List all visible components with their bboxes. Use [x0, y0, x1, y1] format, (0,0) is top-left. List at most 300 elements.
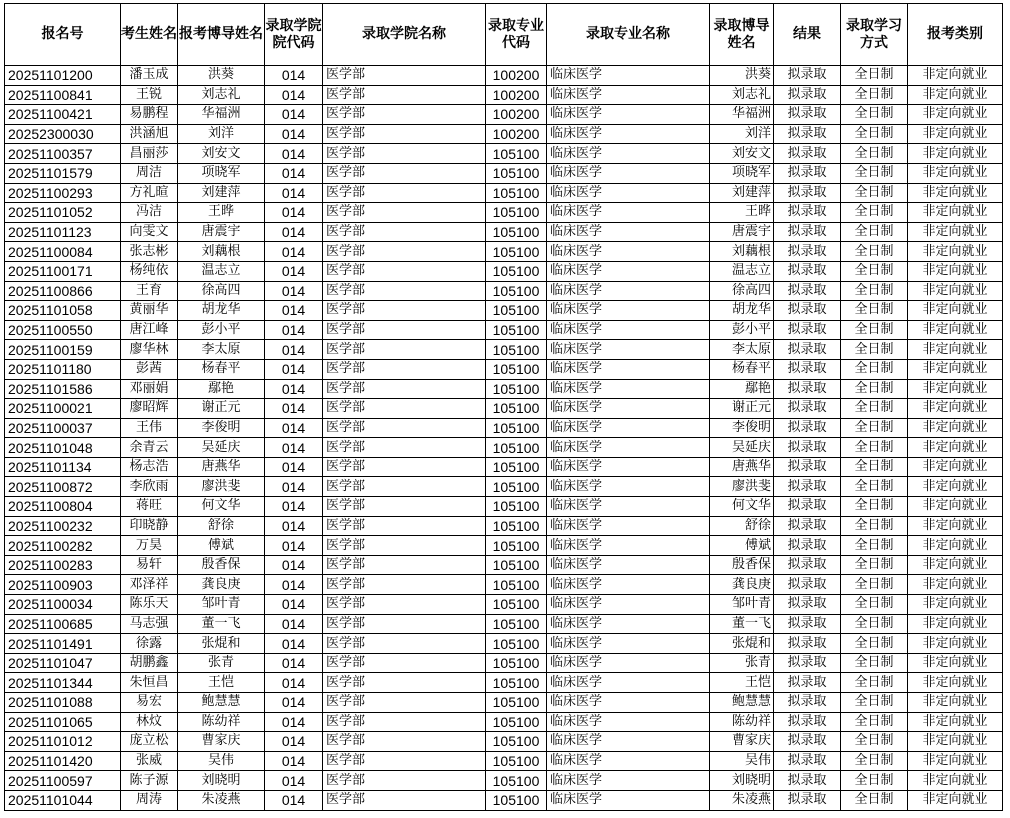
cell-school-code: 014	[265, 359, 323, 379]
cell-study-mode: 全日制	[841, 301, 908, 321]
cell-admitted-supervisor: 刘藕根	[710, 242, 774, 262]
cell-registration-no: 20251100866	[5, 281, 121, 301]
cell-major-code: 105100	[486, 183, 547, 203]
table-row	[5, 790, 1003, 810]
table-row	[5, 477, 1003, 497]
cell-major-name: 临床医学	[547, 222, 710, 242]
cell-applied-supervisor: 王恺	[178, 673, 265, 693]
cell-major-name: 临床医学	[547, 673, 710, 693]
col-header-school-name: 录取学院名称	[323, 4, 486, 66]
cell-result: 拟录取	[774, 712, 841, 732]
cell-study-mode: 全日制	[841, 457, 908, 477]
col-header-candidate-name: 考生姓名	[121, 4, 178, 66]
cell-study-mode: 全日制	[841, 751, 908, 771]
cell-study-mode: 全日制	[841, 575, 908, 595]
table-row	[5, 340, 1003, 360]
col-header-applied-supervisor: 报考博导姓名	[178, 4, 265, 66]
cell-admitted-supervisor: 李太原	[710, 340, 774, 360]
cell-result: 拟录取	[774, 340, 841, 360]
cell-result: 拟录取	[774, 399, 841, 419]
cell-school-code: 014	[265, 163, 323, 183]
cell-school-code: 014	[265, 320, 323, 340]
cell-school-name: 医学部	[323, 771, 486, 791]
cell-school-code: 014	[265, 85, 323, 105]
cell-registration-no: 20251101088	[5, 693, 121, 713]
cell-study-mode: 全日制	[841, 359, 908, 379]
cell-candidate-name: 林炆	[121, 712, 178, 732]
cell-school-name: 医学部	[323, 340, 486, 360]
cell-school-code: 014	[265, 653, 323, 673]
cell-school-code: 014	[265, 105, 323, 125]
cell-study-mode: 全日制	[841, 614, 908, 634]
cell-applied-supervisor: 张焜和	[178, 634, 265, 654]
cell-registration-no: 20251100357	[5, 144, 121, 164]
table-row	[5, 203, 1003, 223]
cell-study-mode: 全日制	[841, 124, 908, 144]
cell-major-name: 临床医学	[547, 301, 710, 321]
cell-major-name: 临床医学	[547, 144, 710, 164]
table-row	[5, 418, 1003, 438]
cell-major-code: 105100	[486, 732, 547, 752]
cell-admitted-supervisor: 龚良庚	[710, 575, 774, 595]
table-row	[5, 438, 1003, 458]
cell-major-name: 临床医学	[547, 163, 710, 183]
col-header-result: 结果	[774, 4, 841, 66]
table-row	[5, 693, 1003, 713]
cell-study-mode: 全日制	[841, 790, 908, 810]
cell-result: 拟录取	[774, 124, 841, 144]
cell-admitted-supervisor: 李俊明	[710, 418, 774, 438]
cell-major-code: 105100	[486, 555, 547, 575]
table-row	[5, 653, 1003, 673]
cell-result: 拟录取	[774, 222, 841, 242]
cell-registration-no: 20251101134	[5, 457, 121, 477]
cell-applied-supervisor: 刘志礼	[178, 85, 265, 105]
cell-applied-supervisor: 谢正元	[178, 399, 265, 419]
cell-major-code: 105100	[486, 634, 547, 654]
cell-result: 拟录取	[774, 653, 841, 673]
cell-result: 拟录取	[774, 261, 841, 281]
table-row	[5, 281, 1003, 301]
cell-major-name: 临床医学	[547, 320, 710, 340]
cell-result: 拟录取	[774, 438, 841, 458]
cell-school-code: 014	[265, 438, 323, 458]
cell-application-category: 非定向就业	[908, 66, 1003, 86]
cell-admitted-supervisor: 徐高四	[710, 281, 774, 301]
cell-major-name: 临床医学	[547, 124, 710, 144]
cell-study-mode: 全日制	[841, 418, 908, 438]
cell-study-mode: 全日制	[841, 379, 908, 399]
cell-registration-no: 20251101012	[5, 732, 121, 752]
cell-admitted-supervisor: 洪葵	[710, 66, 774, 86]
cell-registration-no: 20251100084	[5, 242, 121, 262]
cell-school-name: 医学部	[323, 301, 486, 321]
cell-major-code: 100200	[486, 124, 547, 144]
cell-candidate-name: 易鹏程	[121, 105, 178, 125]
cell-school-code: 014	[265, 595, 323, 615]
cell-result: 拟录取	[774, 379, 841, 399]
cell-application-category: 非定向就业	[908, 771, 1003, 791]
cell-candidate-name: 冯洁	[121, 203, 178, 223]
cell-school-name: 医学部	[323, 105, 486, 125]
cell-major-code: 105100	[486, 771, 547, 791]
cell-admitted-supervisor: 温志立	[710, 261, 774, 281]
cell-school-name: 医学部	[323, 634, 486, 654]
cell-registration-no: 20251101579	[5, 163, 121, 183]
cell-school-name: 医学部	[323, 66, 486, 86]
cell-study-mode: 全日制	[841, 477, 908, 497]
cell-study-mode: 全日制	[841, 516, 908, 536]
cell-major-name: 临床医学	[547, 477, 710, 497]
cell-major-name: 临床医学	[547, 732, 710, 752]
cell-major-name: 临床医学	[547, 379, 710, 399]
cell-registration-no: 20251100171	[5, 261, 121, 281]
cell-applied-supervisor: 张青	[178, 653, 265, 673]
cell-candidate-name: 徐露	[121, 634, 178, 654]
cell-applied-supervisor: 曹家庆	[178, 732, 265, 752]
cell-admitted-supervisor: 刘志礼	[710, 85, 774, 105]
cell-applied-supervisor: 彭小平	[178, 320, 265, 340]
col-header-major-code: 录取专业代码	[486, 4, 547, 66]
cell-result: 拟录取	[774, 203, 841, 223]
cell-admitted-supervisor: 殷香保	[710, 555, 774, 575]
cell-school-name: 医学部	[323, 144, 486, 164]
cell-study-mode: 全日制	[841, 281, 908, 301]
cell-admitted-supervisor: 刘安文	[710, 144, 774, 164]
cell-major-code: 105100	[486, 614, 547, 634]
cell-school-code: 014	[265, 66, 323, 86]
cell-result: 拟录取	[774, 575, 841, 595]
cell-application-category: 非定向就业	[908, 673, 1003, 693]
cell-school-name: 医学部	[323, 555, 486, 575]
cell-major-code: 105100	[486, 457, 547, 477]
cell-candidate-name: 昌丽莎	[121, 144, 178, 164]
cell-applied-supervisor: 李太原	[178, 340, 265, 360]
cell-major-code: 105100	[486, 595, 547, 615]
cell-school-name: 医学部	[323, 477, 486, 497]
cell-application-category: 非定向就业	[908, 183, 1003, 203]
table-row	[5, 163, 1003, 183]
cell-major-code: 105100	[486, 261, 547, 281]
cell-candidate-name: 周涛	[121, 790, 178, 810]
cell-registration-no: 20251100159	[5, 340, 121, 360]
cell-school-name: 医学部	[323, 732, 486, 752]
cell-major-code: 105100	[486, 653, 547, 673]
cell-school-code: 014	[265, 536, 323, 556]
cell-major-name: 临床医学	[547, 634, 710, 654]
cell-major-code: 105100	[486, 497, 547, 517]
cell-admitted-supervisor: 胡龙华	[710, 301, 774, 321]
cell-school-name: 医学部	[323, 418, 486, 438]
cell-applied-supervisor: 鄢艳	[178, 379, 265, 399]
cell-admitted-supervisor: 刘建萍	[710, 183, 774, 203]
cell-admitted-supervisor: 鄢艳	[710, 379, 774, 399]
table-row	[5, 105, 1003, 125]
cell-school-name: 医学部	[323, 320, 486, 340]
cell-study-mode: 全日制	[841, 712, 908, 732]
cell-applied-supervisor: 刘藕根	[178, 242, 265, 262]
cell-candidate-name: 马志强	[121, 614, 178, 634]
cell-applied-supervisor: 刘安文	[178, 144, 265, 164]
cell-application-category: 非定向就业	[908, 144, 1003, 164]
cell-applied-supervisor: 吴伟	[178, 751, 265, 771]
cell-candidate-name: 庞立松	[121, 732, 178, 752]
cell-candidate-name: 易轩	[121, 555, 178, 575]
table-row	[5, 359, 1003, 379]
cell-school-code: 014	[265, 457, 323, 477]
cell-candidate-name: 廖昭辉	[121, 399, 178, 419]
cell-major-name: 临床医学	[547, 712, 710, 732]
cell-admitted-supervisor: 唐燕华	[710, 457, 774, 477]
cell-major-code: 105100	[486, 673, 547, 693]
cell-study-mode: 全日制	[841, 536, 908, 556]
cell-application-category: 非定向就业	[908, 595, 1003, 615]
cell-candidate-name: 杨志浩	[121, 457, 178, 477]
cell-major-name: 临床医学	[547, 438, 710, 458]
cell-major-code: 100200	[486, 105, 547, 125]
cell-applied-supervisor: 鲍慧慧	[178, 693, 265, 713]
cell-candidate-name: 李欣雨	[121, 477, 178, 497]
cell-study-mode: 全日制	[841, 732, 908, 752]
cell-application-category: 非定向就业	[908, 653, 1003, 673]
cell-major-code: 105100	[486, 301, 547, 321]
cell-study-mode: 全日制	[841, 261, 908, 281]
cell-admitted-supervisor: 傅斌	[710, 536, 774, 556]
cell-result: 拟录取	[774, 105, 841, 125]
cell-admitted-supervisor: 王恺	[710, 673, 774, 693]
cell-admitted-supervisor: 刘晓明	[710, 771, 774, 791]
cell-result: 拟录取	[774, 497, 841, 517]
cell-major-code: 105100	[486, 340, 547, 360]
cell-candidate-name: 周洁	[121, 163, 178, 183]
cell-admitted-supervisor: 项晓军	[710, 163, 774, 183]
cell-candidate-name: 廖华林	[121, 340, 178, 360]
cell-application-category: 非定向就业	[908, 222, 1003, 242]
cell-major-name: 临床医学	[547, 261, 710, 281]
cell-admitted-supervisor: 朱凌燕	[710, 790, 774, 810]
cell-applied-supervisor: 陈幼祥	[178, 712, 265, 732]
cell-study-mode: 全日制	[841, 595, 908, 615]
cell-application-category: 非定向就业	[908, 712, 1003, 732]
cell-school-name: 医学部	[323, 751, 486, 771]
cell-application-category: 非定向就业	[908, 693, 1003, 713]
cell-result: 拟录取	[774, 66, 841, 86]
cell-school-name: 医学部	[323, 163, 486, 183]
cell-admitted-supervisor: 曹家庆	[710, 732, 774, 752]
table-row	[5, 751, 1003, 771]
cell-major-code: 105100	[486, 418, 547, 438]
cell-admitted-supervisor: 张焜和	[710, 634, 774, 654]
cell-registration-no: 20251101344	[5, 673, 121, 693]
cell-registration-no: 20251101586	[5, 379, 121, 399]
cell-major-code: 105100	[486, 536, 547, 556]
cell-admitted-supervisor: 董一飞	[710, 614, 774, 634]
table-row	[5, 634, 1003, 654]
cell-registration-no: 20251101052	[5, 203, 121, 223]
cell-major-code: 100200	[486, 66, 547, 86]
cell-major-name: 临床医学	[547, 359, 710, 379]
cell-application-category: 非定向就业	[908, 516, 1003, 536]
cell-major-name: 临床医学	[547, 340, 710, 360]
cell-candidate-name: 洪涵旭	[121, 124, 178, 144]
cell-study-mode: 全日制	[841, 163, 908, 183]
cell-major-code: 105100	[486, 575, 547, 595]
cell-school-code: 014	[265, 261, 323, 281]
cell-candidate-name: 朱恒昌	[121, 673, 178, 693]
cell-result: 拟录取	[774, 418, 841, 438]
cell-application-category: 非定向就业	[908, 320, 1003, 340]
cell-registration-no: 20251100421	[5, 105, 121, 125]
cell-applied-supervisor: 刘建萍	[178, 183, 265, 203]
cell-registration-no: 20251100903	[5, 575, 121, 595]
cell-applied-supervisor: 洪葵	[178, 66, 265, 86]
cell-applied-supervisor: 唐燕华	[178, 457, 265, 477]
cell-admitted-supervisor: 陈幼祥	[710, 712, 774, 732]
cell-admitted-supervisor: 张青	[710, 653, 774, 673]
cell-school-code: 014	[265, 634, 323, 654]
cell-registration-no: 20251100550	[5, 320, 121, 340]
cell-registration-no: 20251100037	[5, 418, 121, 438]
cell-major-code: 105100	[486, 399, 547, 419]
cell-applied-supervisor: 杨春平	[178, 359, 265, 379]
cell-applied-supervisor: 温志立	[178, 261, 265, 281]
cell-study-mode: 全日制	[841, 693, 908, 713]
cell-result: 拟录取	[774, 85, 841, 105]
col-header-admitted-supervisor: 录取博导姓名	[710, 4, 774, 66]
col-header-application-category: 报考类别	[908, 4, 1003, 66]
cell-application-category: 非定向就业	[908, 242, 1003, 262]
cell-registration-no: 20251101044	[5, 790, 121, 810]
cell-result: 拟录取	[774, 614, 841, 634]
cell-school-code: 014	[265, 555, 323, 575]
cell-applied-supervisor: 傅斌	[178, 536, 265, 556]
cell-study-mode: 全日制	[841, 340, 908, 360]
cell-candidate-name: 胡鹏鑫	[121, 653, 178, 673]
cell-applied-supervisor: 龚良庚	[178, 575, 265, 595]
cell-school-name: 医学部	[323, 516, 486, 536]
cell-admitted-supervisor: 吴延庆	[710, 438, 774, 458]
cell-school-code: 014	[265, 281, 323, 301]
cell-school-code: 014	[265, 751, 323, 771]
cell-registration-no: 20252300030	[5, 124, 121, 144]
cell-registration-no: 20251101180	[5, 359, 121, 379]
cell-school-code: 014	[265, 693, 323, 713]
cell-major-name: 临床医学	[547, 614, 710, 634]
cell-school-name: 医学部	[323, 536, 486, 556]
cell-school-code: 014	[265, 516, 323, 536]
cell-school-name: 医学部	[323, 203, 486, 223]
cell-application-category: 非定向就业	[908, 732, 1003, 752]
cell-result: 拟录取	[774, 320, 841, 340]
cell-study-mode: 全日制	[841, 105, 908, 125]
table-body	[5, 66, 1003, 811]
cell-registration-no: 20251100597	[5, 771, 121, 791]
cell-result: 拟录取	[774, 751, 841, 771]
cell-result: 拟录取	[774, 242, 841, 262]
cell-school-code: 014	[265, 144, 323, 164]
cell-result: 拟录取	[774, 693, 841, 713]
cell-application-category: 非定向就业	[908, 614, 1003, 634]
cell-registration-no: 20251100021	[5, 399, 121, 419]
cell-major-code: 105100	[486, 203, 547, 223]
cell-application-category: 非定向就业	[908, 301, 1003, 321]
cell-registration-no: 20251100034	[5, 595, 121, 615]
cell-school-name: 医学部	[323, 242, 486, 262]
cell-registration-no: 20251101065	[5, 712, 121, 732]
cell-candidate-name: 张志彬	[121, 242, 178, 262]
cell-major-name: 临床医学	[547, 203, 710, 223]
cell-admitted-supervisor: 舒徐	[710, 516, 774, 536]
cell-registration-no: 20251101200	[5, 66, 121, 86]
cell-school-code: 014	[265, 771, 323, 791]
cell-school-name: 医学部	[323, 183, 486, 203]
cell-admitted-supervisor: 邹叶青	[710, 595, 774, 615]
table-row	[5, 536, 1003, 556]
cell-candidate-name: 陈子源	[121, 771, 178, 791]
cell-school-code: 014	[265, 575, 323, 595]
cell-major-name: 临床医学	[547, 790, 710, 810]
cell-result: 拟录取	[774, 183, 841, 203]
table-header-row	[5, 4, 1003, 66]
cell-study-mode: 全日制	[841, 320, 908, 340]
cell-registration-no: 20251100232	[5, 516, 121, 536]
cell-registration-no: 20251100841	[5, 85, 121, 105]
cell-application-category: 非定向就业	[908, 261, 1003, 281]
cell-applied-supervisor: 殷香保	[178, 555, 265, 575]
cell-applied-supervisor: 邹叶青	[178, 595, 265, 615]
cell-admitted-supervisor: 杨春平	[710, 359, 774, 379]
cell-candidate-name: 王伟	[121, 418, 178, 438]
cell-school-code: 014	[265, 790, 323, 810]
cell-applied-supervisor: 徐高四	[178, 281, 265, 301]
cell-school-code: 014	[265, 340, 323, 360]
cell-school-code: 014	[265, 203, 323, 223]
col-header-school-code: 录取学院院代码	[265, 4, 323, 66]
cell-application-category: 非定向就业	[908, 497, 1003, 517]
cell-candidate-name: 王锐	[121, 85, 178, 105]
cell-major-name: 临床医学	[547, 536, 710, 556]
cell-admitted-supervisor: 吴伟	[710, 751, 774, 771]
col-header-major-name: 录取专业名称	[547, 4, 710, 66]
cell-study-mode: 全日制	[841, 399, 908, 419]
cell-admitted-supervisor: 何文华	[710, 497, 774, 517]
cell-result: 拟录取	[774, 477, 841, 497]
cell-application-category: 非定向就业	[908, 575, 1003, 595]
cell-candidate-name: 向雯文	[121, 222, 178, 242]
cell-major-name: 临床医学	[547, 457, 710, 477]
table-row	[5, 457, 1003, 477]
cell-school-code: 014	[265, 418, 323, 438]
cell-applied-supervisor: 华福洲	[178, 105, 265, 125]
cell-major-name: 临床医学	[547, 516, 710, 536]
cell-major-name: 临床医学	[547, 105, 710, 125]
cell-result: 拟录取	[774, 634, 841, 654]
cell-school-name: 医学部	[323, 359, 486, 379]
cell-application-category: 非定向就业	[908, 418, 1003, 438]
cell-study-mode: 全日制	[841, 771, 908, 791]
cell-registration-no: 20251100804	[5, 497, 121, 517]
cell-candidate-name: 易宏	[121, 693, 178, 713]
cell-study-mode: 全日制	[841, 203, 908, 223]
cell-application-category: 非定向就业	[908, 457, 1003, 477]
table-row	[5, 320, 1003, 340]
cell-candidate-name: 彭茜	[121, 359, 178, 379]
cell-result: 拟录取	[774, 732, 841, 752]
cell-application-category: 非定向就业	[908, 124, 1003, 144]
cell-applied-supervisor: 刘洋	[178, 124, 265, 144]
cell-result: 拟录取	[774, 516, 841, 536]
cell-application-category: 非定向就业	[908, 163, 1003, 183]
